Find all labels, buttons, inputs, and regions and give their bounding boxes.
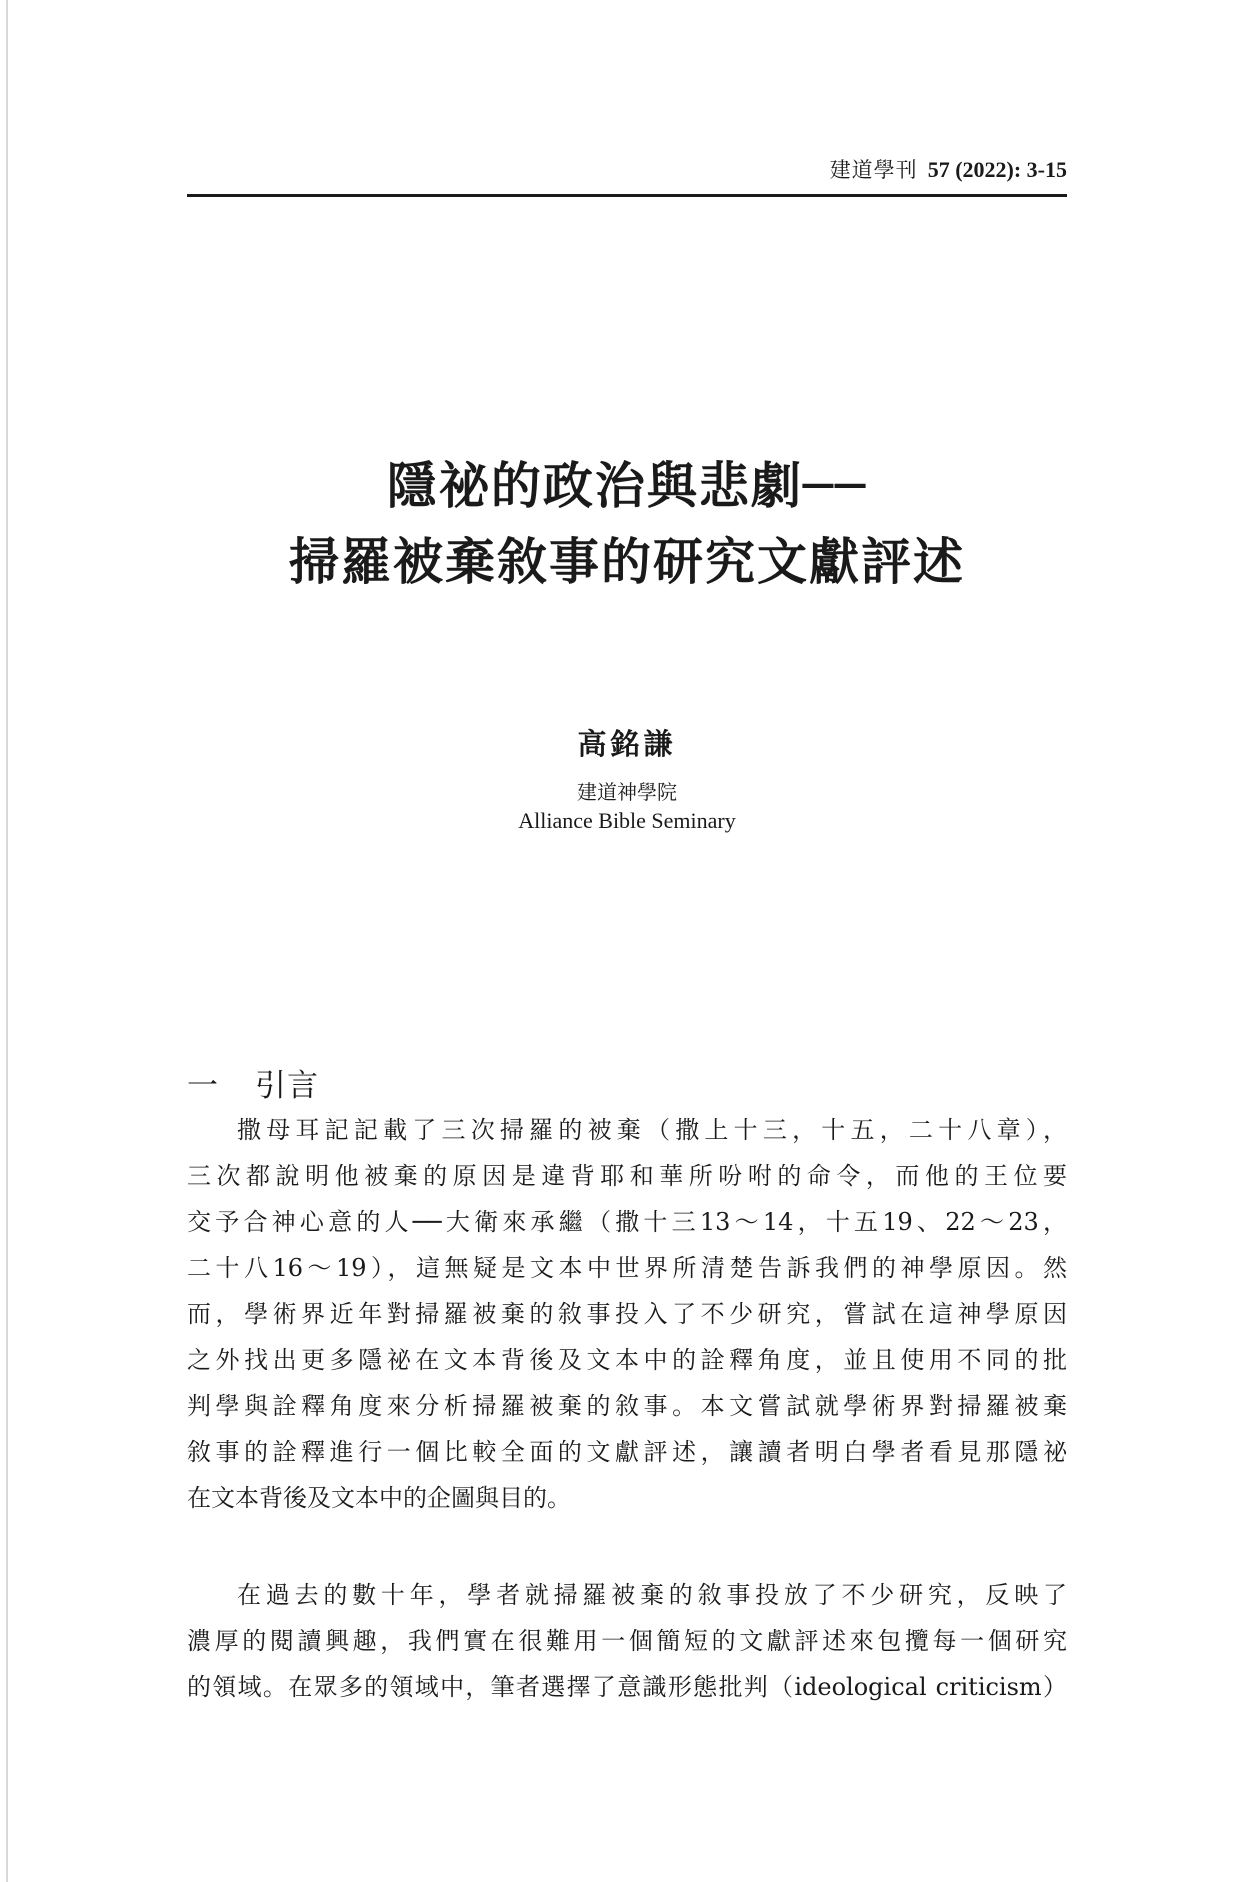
header-rule xyxy=(187,194,1067,197)
paragraph-line: 交予合神心意的人──大衛來承繼（撒十三13～14，十五19、22～23， xyxy=(187,1208,1067,1236)
journal-citation: 57 (2022): 3-15 xyxy=(927,157,1067,182)
paragraph-line: 在文本背後及文本中的企圖與目的。 xyxy=(187,1484,571,1512)
affiliation-chinese: 建道神學院 xyxy=(577,780,677,804)
affiliation-english: Alliance Bible Seminary xyxy=(518,808,736,833)
paragraph-1 xyxy=(187,1107,1067,1521)
author-name: 高銘謙 xyxy=(577,727,677,761)
paragraph-line: 之外找出更多隱祕在文本背後及文本中的詮釋角度，並且使用不同的批 xyxy=(187,1346,1067,1374)
journal-name: 建道學刊 xyxy=(829,158,918,182)
section-heading xyxy=(187,1060,319,1105)
title-line-2: 掃羅被棄敘事的研究文獻評述 xyxy=(289,533,965,591)
paragraph-line: 而，學術界近年對掃羅被棄的敘事投入了不少研究，嘗試在這神學原因 xyxy=(187,1300,1067,1328)
paragraph-line: 撒母耳記記載了三次掃羅的被棄（撒上十三，十五，二十八章）， xyxy=(237,1116,1067,1144)
paragraph-2 xyxy=(187,1572,1067,1710)
paragraph-line: 判學與詮釋角度來分析掃羅被棄的敘事。本文嘗試就學術界對掃羅被棄 xyxy=(187,1392,1067,1420)
title-line-1: 隱祕的政治與悲劇── xyxy=(386,457,868,515)
section-number: 一 xyxy=(187,1068,219,1104)
section-title: 引言 xyxy=(255,1068,319,1104)
paragraph-line: 濃厚的閱讀興趣，我們實在很難用一個簡短的文獻評述來包攬每一個研究 xyxy=(187,1627,1067,1655)
article-title xyxy=(187,448,1067,600)
page-edge xyxy=(6,0,8,1882)
paragraph-line: 的領域。在眾多的領域中，筆者選擇了意識形態批判（ideological criticism） xyxy=(187,1673,1067,1701)
paragraph-line: 三次都說明他被棄的原因是違背耶和華所吩咐的命令，而他的王位要 xyxy=(187,1162,1067,1190)
running-head xyxy=(830,154,1067,184)
paragraph-line: 在過去的數十年，學者就掃羅被棄的敘事投放了不少研究，反映了 xyxy=(237,1581,1067,1609)
paragraph-line: 二十八16～19），這無疑是文本中世界所清楚告訴我們的神學原因。然 xyxy=(187,1254,1067,1282)
paragraph-line: 敘事的詮釋進行一個比較全面的文獻評述，讓讀者明白學者看見那隱祕 xyxy=(187,1438,1067,1466)
